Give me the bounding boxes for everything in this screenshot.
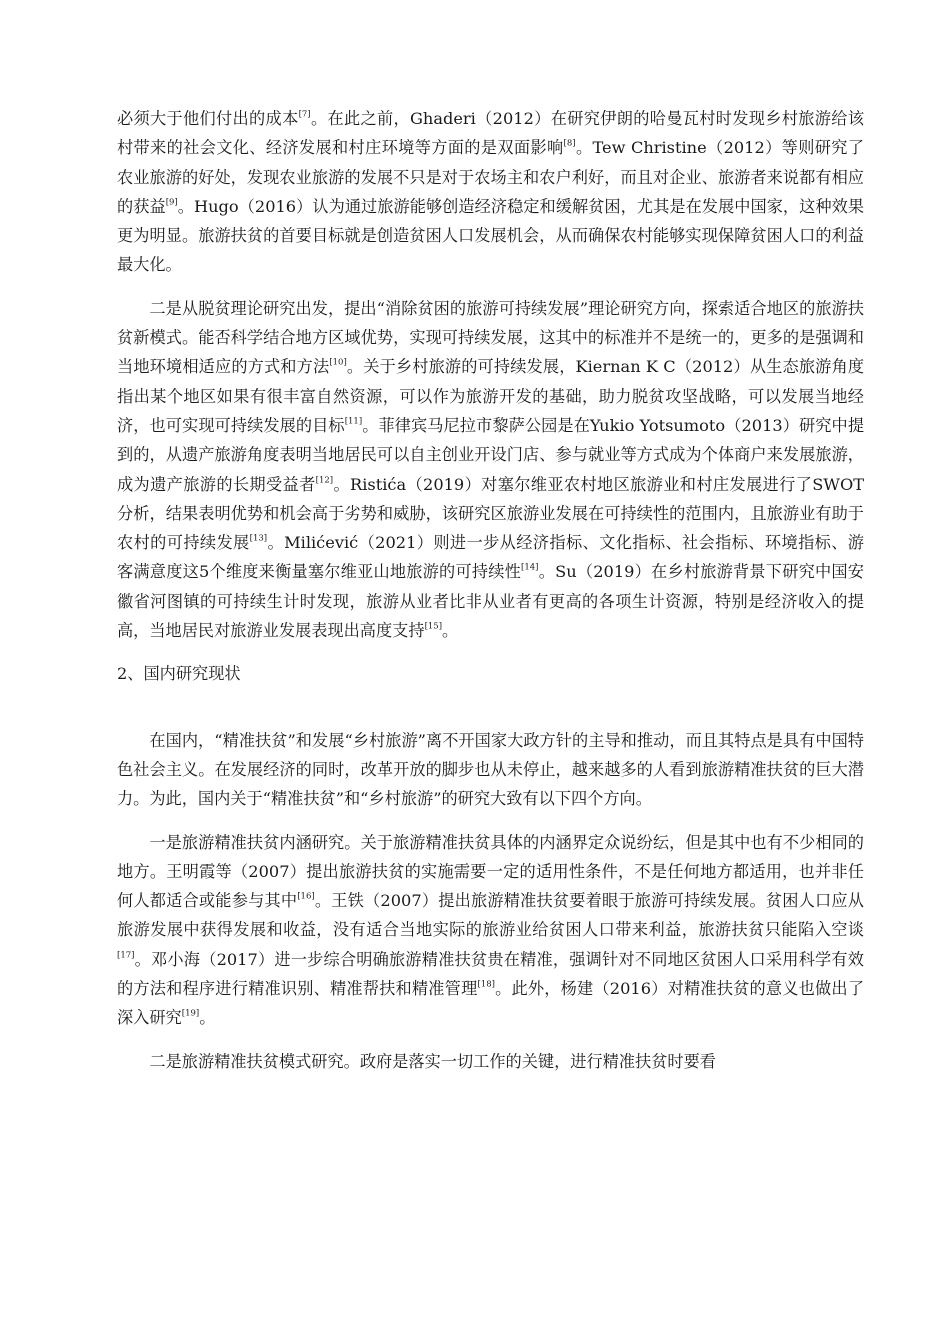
- text-run: 。此外，杨建（2016）对精准扶贫的意义也做出了深入研究: [117, 979, 865, 1028]
- text-run: 。Milićević（2021）则进一步从经济指标、文化指标、社会指标、环境指标、游客满意度这5个维度来衡量塞尔维亚山地旅游的可持续性: [117, 533, 864, 582]
- text-run: 二是旅游精准扶贫模式研究。政府是落实一切工作的关键，进行精准扶贫时要看: [149, 1051, 716, 1071]
- paragraph-p5: [117, 1047, 864, 1076]
- text-run: 。Ristića（2019）对塞尔维亚农村地区旅游业和村庄发展进行了SWOT分析，结果表明优势和机会高于劣势和威胁，该研究区旅游业发展在可持续性的范围内，且旅游业有助于农村的可持续发展: [117, 474, 865, 553]
- citation-ref: [10]: [329, 357, 347, 368]
- citation-ref: [14]: [521, 562, 539, 573]
- section-heading: 2、国内研究现状: [117, 664, 241, 684]
- text-run: 一是旅游精准扶贫内涵研究。关于旅游精准扶贫具体的内涵界定众说纷纭，但是其中也有不少相同的地方。王明霞等（2007）提出旅游扶贫的实施需要一定的适用性条件，不是任何地方都适用，也并非任何人都适合或能参与其中: [117, 832, 864, 911]
- text-run: 。Su（2019）在乡村旅游背景下研究中国安徽省河图镇的可持续生计时发现，旅游从业者比非从业者有更高的各项生计资源，特别是经济收入的提高，当地居民对旅游业发展表现出高度支持: [117, 562, 864, 641]
- citation-ref: [16]: [297, 891, 315, 902]
- text-run: 。王铁（2007）提出旅游精准扶贫要着眼于旅游可持续发展。贫困人口应从旅游发展中获得发展和收益，没有适合当地实际的旅游业给贫困人口带来利益，旅游扶贫只能陷入空谈: [117, 891, 864, 940]
- citation-ref: [17]: [117, 950, 135, 961]
- text-run: 在国内，“精准扶贫”和发展“乡村旅游”离不开国家大政方针的主导和推动，而且其特点是具有中国特色社会主义。在发展经济的同时，改革开放的脚步也从未停止，越来越多的人看到旅游精准扶贫的巨大潜力。为此，国内关于“精准扶贫”和“乡村旅游”的研究大致有以下四个方向。: [117, 730, 864, 809]
- citation-ref: [11]: [344, 416, 363, 427]
- text-run: 。关于乡村旅游的可持续发展，Kiernan K C（2012）从生态旅游角度指出某个地区如果有很丰富自然资源，可以作为旅游开发的基础，助力脱贫攻坚战略，可以发展当地经济，也可实现可持续发展的目标: [117, 357, 865, 435]
- citation-ref: [15]: [424, 621, 443, 632]
- citation-ref: [13]: [249, 533, 268, 544]
- citation-ref: [18]: [477, 979, 495, 990]
- citation-ref: [8]: [563, 138, 576, 149]
- citation-ref: [12]: [315, 474, 334, 485]
- paragraph-p1: [117, 104, 864, 280]
- text-run: 必须大于他们付出的成本: [117, 109, 299, 128]
- paragraph-p2: [117, 294, 864, 646]
- text-run: 。在此之前，Ghaderi（2012）在研究伊朗的哈曼瓦村时发现乡村旅游给该村带来的社会文化、经济发展和村庄环境等方面的是双面影响: [117, 109, 865, 158]
- body-text-before-heading: [117, 104, 864, 645]
- text-run: 。菲律宾马尼拉市黎萨公园是在Yukio Yotsumoto（2013）研究中提到的，从遗产旅游角度表明当地居民可以自主创业开设门店、参与就业等方式成为个体商户来发展旅游，成为遗产旅游的长期受益者: [117, 415, 865, 494]
- text-run: 。邓小海（2017）进一步综合明确旅游精准扶贫贵在精准，强调针对不同地区贫困人口采用科学有效的方法和程序进行精准识别、精准帮扶和精准管理: [117, 949, 864, 999]
- text-run: 。: [442, 621, 459, 641]
- citation-ref: [7]: [298, 109, 311, 120]
- citation-ref: [9]: [165, 197, 178, 208]
- paragraph-p4: [117, 828, 864, 1033]
- text-run: 。Tew Christine（2012）等则研究了农业旅游的好处，发现农业旅游的发展不只是对于农场主和农户利好，而且对企业、旅游者来说都有相应的获益: [117, 138, 864, 216]
- paragraph-p3: [117, 726, 864, 814]
- text-run: 。: [199, 1008, 216, 1028]
- citation-ref: [19]: [181, 1008, 200, 1019]
- body-text-after-heading: [117, 726, 864, 1076]
- text-run: 二是从脱贫理论研究出发，提出“消除贫困的旅游可持续发展”理论研究方向，探索适合地区的旅游扶贫新模式。能否科学结合地方区域优势，实现可持续发展，这其中的标准并不是统一的，更多的是强调和当地环境相适应的方式和方法: [117, 298, 864, 377]
- text-run: 。Hugo（2016）认为通过旅游能够创造经济稳定和缓解贫困，尤其是在发展中国家，这种效果更为明显。旅游扶贫的首要目标就是创造贫困人口发展机会，从而确保农村能够实现保障贫困人口的利益最大化。: [117, 196, 865, 275]
